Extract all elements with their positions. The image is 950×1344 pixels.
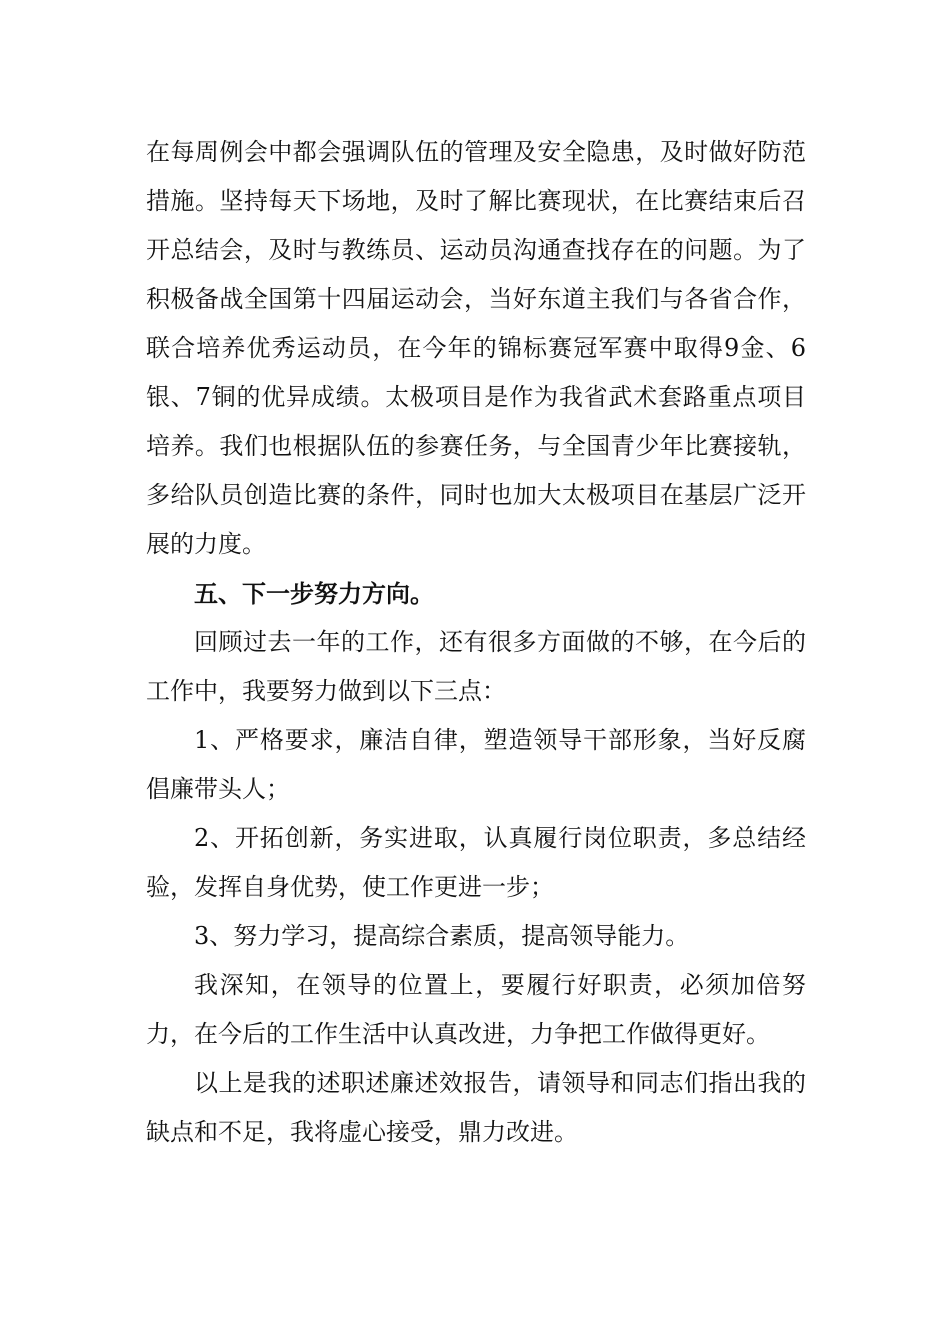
list-item-2: 2、开拓创新，务实进取，认真履行岗位职责，多总结经验，发挥自身优势，使工作更进一步； (146, 824, 806, 901)
list-item-1: 1、严格要求，廉洁自律，塑造领导干部形象，当好反腐倡廉带头人； (146, 726, 806, 803)
document-page (146, 128, 806, 1157)
paragraph-review: 回顾过去一年的工作，还有很多方面做的不够，在今后的工作中，我要努力做到以下三点： (146, 628, 806, 705)
section-heading: 五、下一步努力方向。 (194, 579, 434, 608)
paragraph-closing: 以上是我的述职述廉述效报告，请领导和同志们指出我的缺点和不足，我将虚心接受，鼎力改进。 (146, 1069, 806, 1146)
paragraph-continuation: 在每周例会中都会强调队伍的管理及安全隐患，及时做好防范措施。坚持每天下场地，及时了解比赛现状，在比赛结束后召开总结会，及时与教练员、运动员沟通查找存在的问题。为了积极备战全国第十四届运动会，当好东道主我们与各省合作，联合培养优秀运动员，在今年的锦标赛冠军赛中取得9金、6银、7铜的优异成绩。太极项目是作为我省武术套路重点项目培养。我们也根据队伍的参赛任务，与全国青少年比赛接轨，多给队员创造比赛的条件，同时也加大太极项目在基层广泛开展的力度。 (146, 138, 806, 558)
paragraph-commitment: 我深知，在领导的位置上，要履行好职责，必须加倍努力，在今后的工作生活中认真改进，力争把工作做得更好。 (146, 971, 806, 1048)
list-item-3: 3、努力学习，提高综合素质，提高领导能力。 (194, 922, 690, 950)
